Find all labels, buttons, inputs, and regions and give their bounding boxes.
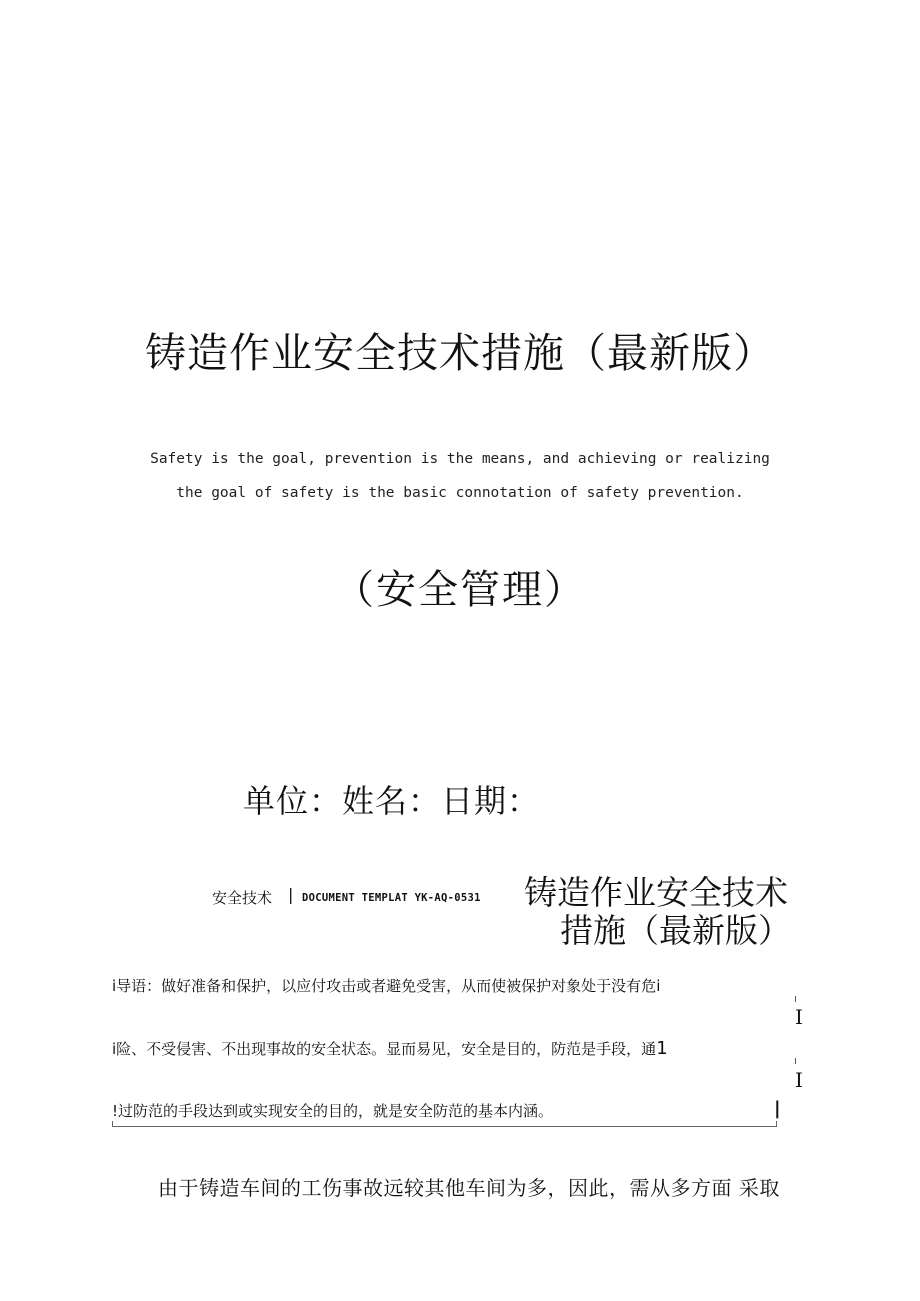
intro-line-3 (112, 1100, 553, 1121)
intro-line-2-mark: i (112, 1040, 117, 1058)
meta-line: 单位：姓名：日期： (243, 782, 541, 820)
header-doc-code: DOCUMENT TEMPLAT YK-AQ-0531 (302, 892, 481, 904)
side-tick-1 (795, 996, 796, 1002)
side-mark-1: I (795, 1005, 803, 1029)
english-tagline-line2: the goal of safety is the basic connotation of safety prevention. (176, 485, 744, 501)
intro-line-1-text: 导语：做好准备和保护，以应付攻击或者避免受害，从而使被保护对象处于没有危 (116, 977, 657, 995)
body-paragraph-1: 由于铸造车间的工伤事故远较其他车间为多，因此，需从多方面 采取 (158, 1176, 780, 1200)
intro-line-1-mark: i (112, 977, 117, 995)
intro-line-3-text: 过防范的手段达到或实现安全的目的，就是安全防范的基本内涵。 (118, 1102, 554, 1120)
intro-box-bottom-border (112, 1126, 777, 1127)
intro-line-3-mark: ! (112, 1102, 119, 1120)
document-category: （安全管理） (334, 567, 586, 613)
document-title: 铸造作业安全技术措施（最新版） (145, 329, 775, 377)
header-title-line1: 铸造作业安全技术 (524, 873, 788, 912)
intro-line-1-end: i (656, 977, 661, 995)
intro-box-corner-right (776, 1121, 777, 1127)
intro-line-3-end: | (774, 1098, 781, 1119)
header-separator: | (288, 885, 294, 904)
header-title-line2: 措施（最新版） (560, 911, 791, 950)
english-tagline-line1: Safety is the goal, prevention is the means, and achieving or realizing (150, 451, 770, 467)
intro-line-2-text: 险、不受侵害、不出现事故的安全状态。显而易见，安全是目的，防范是手段，通 (116, 1040, 657, 1058)
side-mark-2: I (795, 1068, 803, 1092)
side-tick-2 (795, 1058, 796, 1064)
header-left-label: 安全技术 (212, 889, 273, 907)
intro-line-2 (112, 1038, 668, 1059)
intro-line-1 (112, 975, 660, 996)
intro-line-2-end: 1 (656, 1038, 668, 1059)
